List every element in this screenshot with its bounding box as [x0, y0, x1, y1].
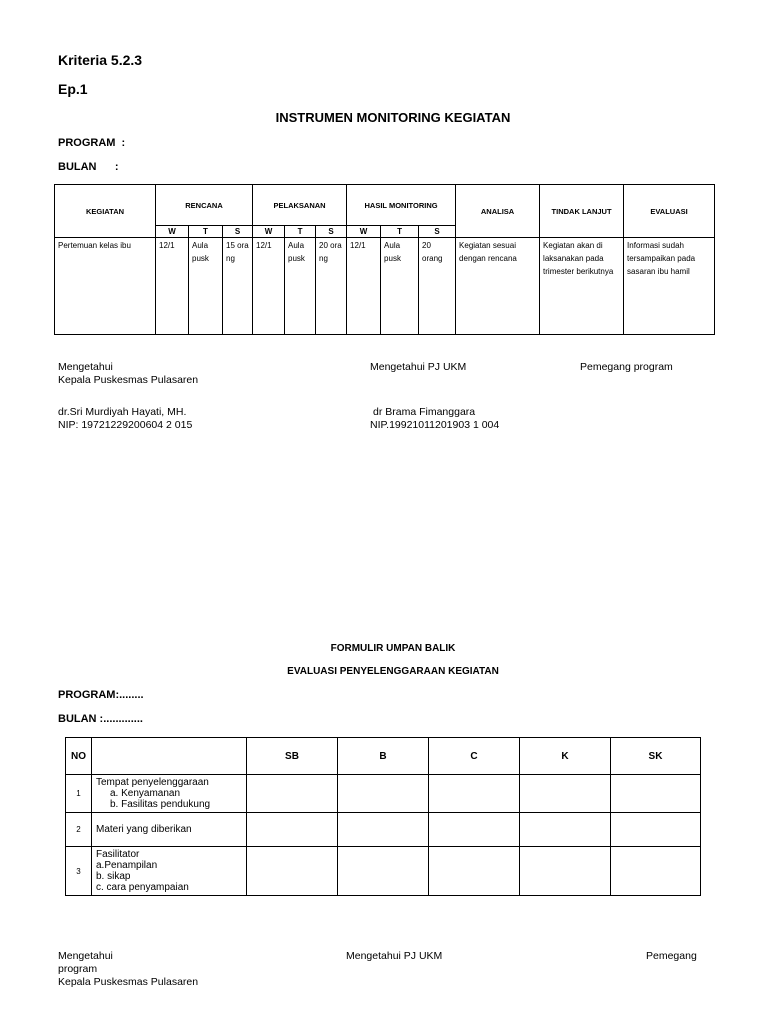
rating-cell[interactable] — [247, 847, 338, 896]
sub-w: W — [347, 226, 381, 238]
cell-tindak-lanjut: Kegiatan akan di laksanakan pada trimester berikutnya — [540, 238, 624, 335]
feedback-program-label: PROGRAM:........ — [58, 689, 144, 701]
signature-block-kepala — [58, 361, 198, 387]
page-title: INSTRUMEN MONITORING KEGIATAN — [275, 110, 511, 125]
nip-kepala: NIP: 19721229200604 2 015 — [58, 419, 193, 431]
col-evaluasi: EVALUASI — [624, 185, 715, 238]
pj-ukm-label: Mengetahui PJ UKM — [370, 361, 467, 373]
bulan-label: BULAN : — [58, 161, 119, 173]
cell-hasil-s: 20 orang — [419, 238, 456, 335]
col-b: B — [338, 738, 429, 775]
cell-analisa: Kegiatan sesuai dengan rencana — [456, 238, 540, 335]
item-sub: b. sikap — [96, 871, 131, 882]
col-tindak-lanjut: TINDAK LANJUT — [540, 185, 624, 238]
program-label: PROGRAM : — [58, 137, 126, 149]
row-no: 3 — [66, 847, 92, 896]
col-item — [92, 738, 247, 775]
cell-rencana-w: 12/1 — [156, 238, 189, 335]
rating-cell[interactable] — [611, 775, 701, 813]
rating-cell[interactable] — [338, 847, 429, 896]
sub-t: T — [381, 226, 419, 238]
item-title: Fasilitator — [96, 849, 140, 860]
sub-t: T — [189, 226, 223, 238]
pemegang-label: Pemegang — [646, 950, 697, 962]
row-item — [92, 847, 247, 896]
col-sb: SB — [247, 738, 338, 775]
cell-rencana-t: Aula pusk — [189, 238, 223, 335]
table-row — [66, 847, 701, 896]
rating-cell[interactable] — [611, 813, 701, 847]
sub-w: W — [156, 226, 189, 238]
col-sk: SK — [611, 738, 701, 775]
col-k: K — [520, 738, 611, 775]
rating-cell[interactable] — [429, 847, 520, 896]
item-sub: a. Kenyamanan — [110, 788, 181, 799]
row-no: 2 — [66, 813, 92, 847]
col-analisa: ANALISA — [456, 185, 540, 238]
rating-cell[interactable] — [520, 775, 611, 813]
ep-label: Ep.1 — [58, 81, 88, 97]
cell-pelaksanan-t: Aula pusk — [285, 238, 316, 335]
row-no: 1 — [66, 775, 92, 813]
row-item — [92, 775, 247, 813]
mengetahui-label: Mengetahui — [58, 361, 113, 373]
item-sub: c. cara penyampaian — [96, 882, 189, 893]
rating-cell[interactable] — [338, 775, 429, 813]
mengetahui-label: Mengetahui — [58, 950, 113, 962]
pj-ukm-label: Mengetahui PJ UKM — [346, 950, 443, 962]
program-label: program — [58, 963, 98, 975]
col-pelaksanan: PELAKSANAN — [253, 185, 347, 226]
rating-cell[interactable] — [520, 847, 611, 896]
cell-kegiatan: Pertemuan kelas ibu — [55, 238, 156, 335]
table-row — [55, 238, 715, 335]
table-row — [66, 813, 701, 847]
kepala-label: Kepala Puskesmas Pulasaren — [58, 374, 199, 386]
table-row — [66, 775, 701, 813]
name-pj: dr Brama Fimanggara — [373, 406, 476, 418]
cell-pelaksanan-w: 12/1 — [253, 238, 285, 335]
row-item — [92, 813, 247, 847]
col-rencana: RENCANA — [156, 185, 253, 226]
monitoring-table — [54, 184, 715, 335]
item-sub: b. Fasilitas pendukung — [110, 799, 211, 810]
cell-rencana-s: 15 orang — [223, 238, 253, 335]
feedback-title: FORMULIR UMPAN BALIK — [330, 643, 456, 654]
pemegang-program-label: Pemegang program — [580, 361, 673, 373]
feedback-table — [65, 737, 701, 896]
item-sub: a.Penampilan — [96, 860, 158, 871]
rating-cell[interactable] — [247, 813, 338, 847]
signature-name-kepala — [58, 406, 192, 432]
cell-evaluasi: Informasi sudah tersampaikan pada sasaran ibu hamil — [624, 238, 715, 335]
col-kegiatan: KEGIATAN — [55, 185, 156, 238]
cell-hasil-w: 12/1 — [347, 238, 381, 335]
col-hasil-monitoring: HASIL MONITORING — [347, 185, 456, 226]
signature-name-pj — [370, 406, 499, 432]
nip-pj: NIP.19921011201903 1 004 — [370, 419, 500, 431]
item-title: Tempat penyelenggaraan — [96, 777, 209, 788]
sub-s: S — [223, 226, 253, 238]
cell-hasil-t: Aula pusk — [381, 238, 419, 335]
item-title: Materi yang diberikan — [96, 824, 192, 835]
rating-cell[interactable] — [611, 847, 701, 896]
sub-t: T — [285, 226, 316, 238]
feedback-subtitle: EVALUASI PENYELENGGARAAN KEGIATAN — [287, 666, 499, 677]
col-c: C — [429, 738, 520, 775]
name-kepala: dr.Sri Murdiyah Hayati, MH. — [58, 406, 187, 418]
sub-w: W — [253, 226, 285, 238]
sub-s: S — [316, 226, 347, 238]
rating-cell[interactable] — [338, 813, 429, 847]
kriteria-label: Kriteria 5.2.3 — [58, 52, 143, 68]
rating-cell[interactable] — [520, 813, 611, 847]
rating-cell[interactable] — [429, 775, 520, 813]
sub-s: S — [419, 226, 456, 238]
rating-cell[interactable] — [247, 775, 338, 813]
signature-block-2 — [58, 950, 198, 989]
col-no: NO — [66, 738, 92, 775]
kepala-label: Kepala Puskesmas Pulasaren — [58, 976, 199, 988]
rating-cell[interactable] — [429, 813, 520, 847]
cell-pelaksanan-s: 20 orang — [316, 238, 347, 335]
feedback-bulan-label: BULAN :............. — [58, 713, 143, 725]
